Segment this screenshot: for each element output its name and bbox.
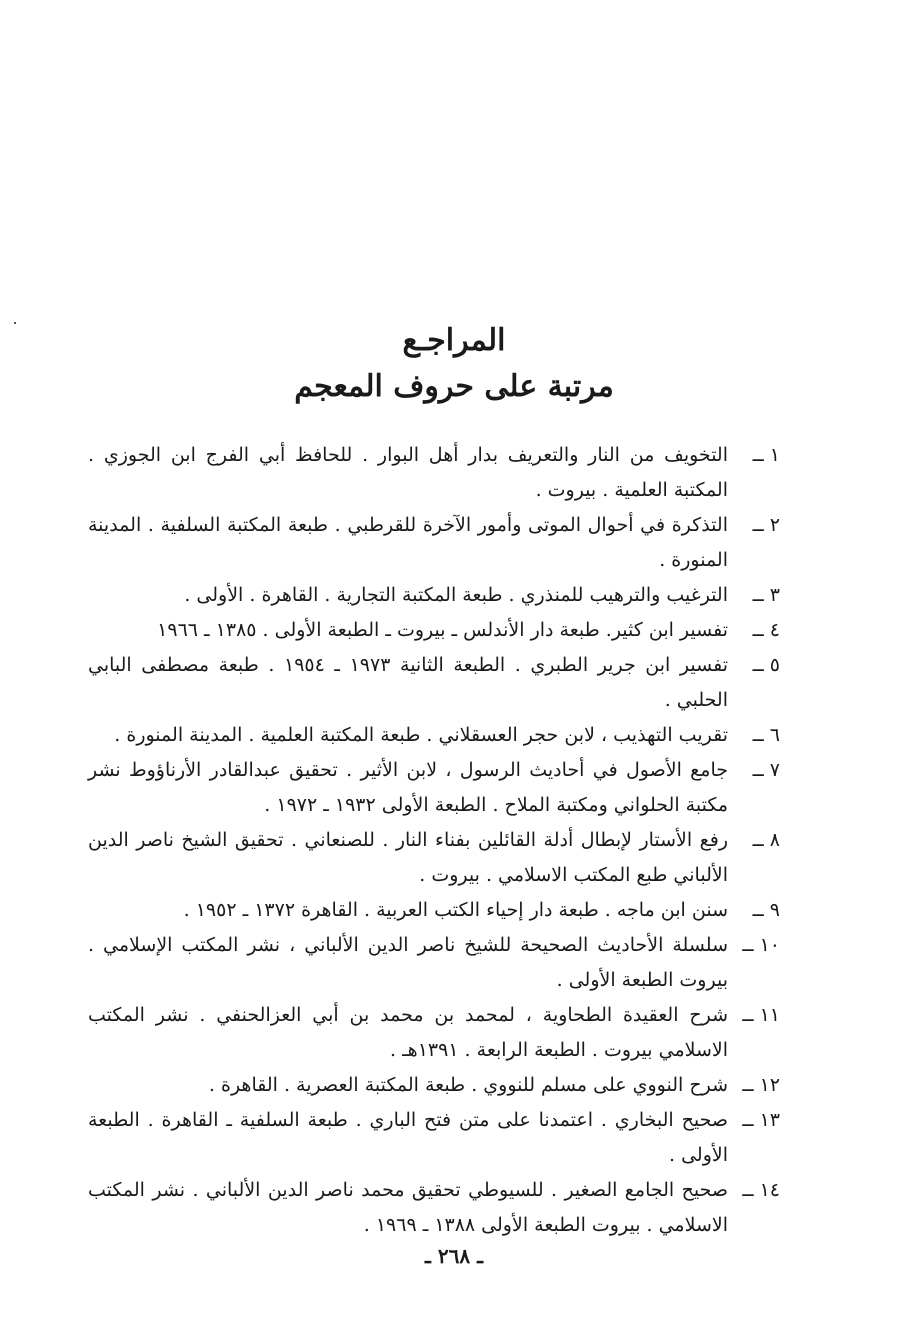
reference-number: ٥ ــ xyxy=(752,654,780,676)
reference-text: التخويف من النار والتعريف بدار أهل البوار . للحافظ أبي الفرج ابن الجوزي . المكتبة العلمية . بيروت . xyxy=(88,444,728,501)
reference-item xyxy=(88,613,778,648)
reference-text: سنن ابن ماجه . طبعة دار إحياء الكتب العربية . القاهرة ١٣٧٢ ـ ١٩٥٢ . xyxy=(183,899,728,921)
reference-number: ٧ ــ xyxy=(752,759,780,781)
reference-number: ٦ ــ xyxy=(752,724,780,746)
reference-text: سلسلة الأحاديث الصحيحة للشيخ ناصر الدين الألباني ، نشر المكتب الإسلامي . بيروت الطبعة الأولى . xyxy=(88,934,728,991)
reference-number: ٨ ــ xyxy=(752,829,780,851)
reference-item xyxy=(88,1068,778,1103)
reference-text: صحيح الجامع الصغير . للسيوطي تحقيق محمد ناصر الدين الألباني . نشر المكتب الاسلامي . بيروت الطبعة الأولى ١٣٨٨ ـ ١٩٦٩ . xyxy=(88,1179,728,1236)
reference-number: ١٢ ــ xyxy=(742,1074,780,1096)
reference-text: تقريب التهذيب ، لابن حجر العسقلاني . طبعة المكتبة العلمية . المدينة المنورة . xyxy=(114,724,728,746)
reference-text: شرح العقيدة الطحاوية ، لمحمد بن محمد بن أبي العزالحنفي . نشر المكتب الاسلامي بيروت . الطبعة الرابعة . ١٣٩١هـ . xyxy=(88,1004,728,1061)
reference-number: ١ ــ xyxy=(752,444,780,466)
reference-number: ١٣ ــ xyxy=(742,1109,780,1131)
reference-item xyxy=(88,508,778,578)
reference-text: التذكرة في أحوال الموتى وأمور الآخرة للقرطبي . طبعة المكتبة السلفية . المدينة المنورة . xyxy=(88,514,728,571)
reference-text: تفسير ابن كثير. طبعة دار الأندلس ـ بيروت ـ الطبعة الأولى . ١٣٨٥ ـ ١٩٦٦ xyxy=(157,619,728,641)
reference-item xyxy=(88,1173,778,1243)
reference-item xyxy=(88,578,778,613)
reference-text: تفسير ابن جرير الطبري . الطبعة الثانية ١٩٧٣ ـ ١٩٥٤ . طبعة مصطفى البابي الحلبي . xyxy=(88,654,728,711)
reference-number: ٤ ــ xyxy=(752,619,780,641)
page-header xyxy=(0,318,908,410)
page-title: المراجـع xyxy=(402,323,506,358)
reference-number: ١٤ ــ xyxy=(742,1179,780,1201)
reference-text: شرح النووي على مسلم للنووي . طبعة المكتبة العصرية . القاهرة . xyxy=(208,1074,728,1096)
reference-number: ٩ ــ xyxy=(752,899,780,921)
reference-item xyxy=(88,1103,778,1173)
reference-number: ٢ ــ xyxy=(752,514,780,536)
page-number: ـ ٢٦٨ ـ xyxy=(425,1244,483,1268)
reference-number: ٣ ــ xyxy=(752,584,780,606)
reference-text: الترغيب والترهيب للمنذري . طبعة المكتبة التجارية . القاهرة . الأولى . xyxy=(184,584,728,606)
reference-number: ١٠ ــ xyxy=(742,934,780,956)
reference-text: صحيح البخاري . اعتمدنا على متن فتح الباري . طبعة السلفية ـ القاهرة . الطبعة الأولى . xyxy=(88,1109,728,1166)
reference-item xyxy=(88,893,778,928)
page-subtitle: مرتبة على حروف المعجم xyxy=(294,369,614,404)
reference-item xyxy=(88,753,778,823)
reference-number: ١١ ــ xyxy=(742,1004,780,1026)
reference-text: رفع الأستار لإبطال أدلة القائلين بفناء النار . للصنعاني . تحقيق الشيخ ناصر الدين الألباني طبع المكتب الاسلامي . بيروت . xyxy=(88,829,728,886)
reference-item xyxy=(88,928,778,998)
reference-item xyxy=(88,998,778,1068)
reference-item xyxy=(88,718,778,753)
references-list xyxy=(88,438,778,1243)
reference-item xyxy=(88,648,778,718)
reference-item xyxy=(88,823,778,893)
reference-item xyxy=(88,438,778,508)
reference-text: جامع الأصول في أحاديث الرسول ، لابن الأثير . تحقيق عبدالقادر الأرناؤوط نشر مكتبة الحلواني ومكتبة الملاح . الطبعة الأولى ١٩٣٢ ـ ١٩٧٢ . xyxy=(88,759,728,816)
